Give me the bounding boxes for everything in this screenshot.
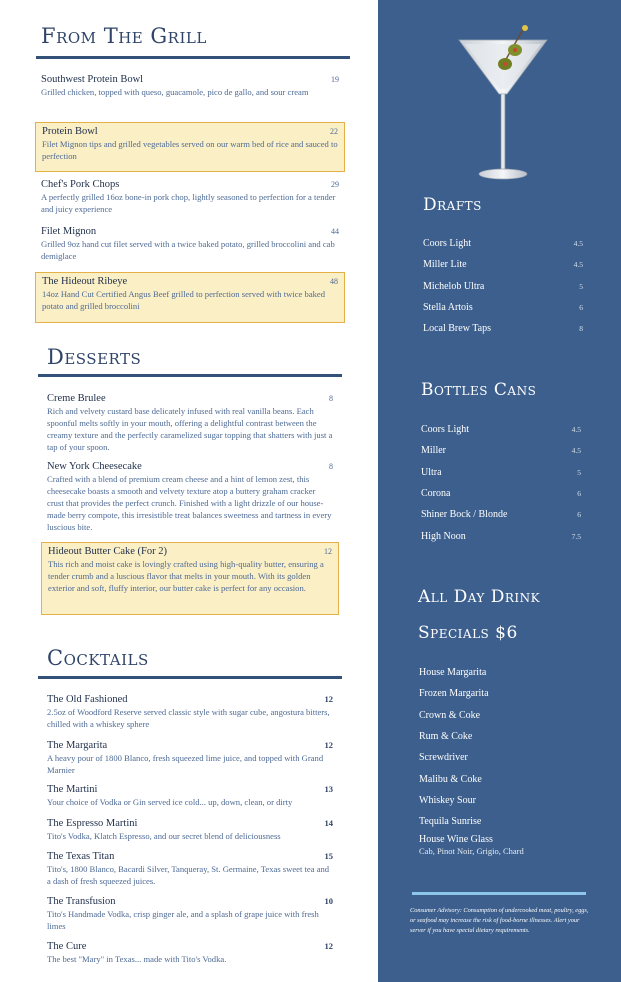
list-item: House Margarita (419, 667, 487, 679)
list-item: Shiner Bock / Blonde 6 (421, 509, 581, 521)
list-item: Miller Lite 4.5 (423, 259, 583, 271)
list-item: Crown & Coke (419, 709, 481, 721)
drafts-section-title: Drafts (423, 195, 482, 215)
dessert-item: New York Cheesecake 8 Crafted with a blend of premium cream cheese and a hint of lemon zest, this cheesecake boasts a smooth and velvety texture atop a buttery graham cracker crust that provides the perfect crunch. Finished with a light drizzle of our house-made berry compote, this irresistible treat balances sweetness and tartness in every luscious bite. (47, 461, 333, 532)
specials-list (419, 662, 599, 856)
cocktails-section-title: Cocktails (47, 646, 149, 670)
grill-divider (36, 56, 350, 59)
list-item: Ultra 5 (421, 466, 581, 478)
list-item: Stella Artois 6 (423, 302, 583, 314)
drafts-list (423, 233, 583, 339)
list-item: Michelob Ultra 5 (423, 280, 583, 292)
martini-glass-icon (453, 22, 553, 187)
cocktail-item: The Martini 13 Your choice of Vodka or Gin served ice cold... up, down, clean, or dirty (47, 784, 333, 807)
dessert-item-featured: Hideout Butter Cake (For 2) 12 This rich and moist cake is lovingly crafted using high-quality butter, ensuring a tender crumb and a luscious flavor that melts in your mouth. With its golden exterior and soft, fluffy interior, our butter cake is perfect for any occasion. (41, 542, 339, 615)
grill-item-featured: Protein Bowl 22 Filet Mignon tips and grilled vegetables served on our warm bed of rice and sauced to perfection (35, 122, 345, 172)
list-item: Malibu & Coke (419, 773, 482, 785)
list-item: Frozen Margarita (419, 688, 489, 700)
list-item: Miller 4.5 (421, 445, 581, 457)
list-item: Whiskey Sour (419, 794, 476, 806)
list-item: Local Brew Taps 8 (423, 323, 583, 335)
list-item: Tequila Sunrise (419, 816, 482, 828)
list-item: Rum & Coke (419, 731, 473, 743)
cocktail-item: The Margarita 12 A heavy pour of 1800 Blanco, fresh squeezed lime juice, and topped with Grand Marnier (47, 740, 333, 775)
grill-item: Southwest Protein Bowl 19 Grilled chicken, topped with queso, guacamole, pico de gallo, and sour cream (41, 74, 339, 97)
advisory-divider (412, 892, 586, 895)
list-item: Screwdriver (419, 752, 468, 764)
bottles-list (421, 419, 581, 547)
consumer-advisory: Consumer Advisory: Consumption of undercooked meat, poultry, eggs, or seafood may increase the risk of food-borne illnesses. Alert your server if you have special dietary requirements. (410, 907, 589, 934)
specials-title-line1: All Day Drink (418, 587, 541, 607)
cocktail-item: The Old Fashioned 12 2.5oz of Woodford Reserve served classic style with sugar cube, angostura bitters, chilled with a whiskey sphere (47, 694, 333, 729)
wine-note: Cab, Pinot Noir, Grigio, Chard (419, 846, 524, 857)
grill-item: Filet Mignon 44 Grilled 9oz hand cut filet served with a twice baked potato, grilled broccolini and cab demiglace (41, 226, 339, 261)
list-item: House Wine Glass (419, 833, 493, 845)
cocktail-item: The Cure 12 The best "Mary" in Texas... made with Tito's Vodka. (47, 941, 333, 964)
desserts-section-title: Desserts (47, 345, 142, 369)
specials-title-line2: Specials $6 (418, 623, 518, 643)
cocktail-item: The Texas Titan 15 Tito's, 1800 Blanco, Bacardi Silver, Tanqueray, St. Germaine, Texas sweet tea and a dash of fresh squeezed juices. (47, 851, 333, 886)
cocktail-item: The Transfusion 10 Tito's Handmade Vodka, crisp ginger ale, and a splash of grape juice with fresh limes (47, 896, 333, 931)
list-item: Coors Light 4.5 (421, 424, 581, 436)
grill-item: Chef's Pork Chops 29 A perfectly grilled 16oz bone-in pork chop, lightly seasoned to perfection for a tender and juicy experience (41, 179, 339, 214)
desserts-divider (38, 374, 342, 377)
cocktail-item: The Espresso Martini 14 Tito's Vodka, Klatch Espresso, and our secret blend of deliciousness (47, 818, 333, 841)
dessert-item: Creme Brulee 8 Rich and velvety custard base delicately infused with real vanilla beans. Each spoonful melts softly in your mouth, offering a delightful contrast between the creamy texture and the perfectly caramelized sugar topping that shatters with just a tap of your spoon. (47, 393, 333, 452)
grill-item-featured: The Hideout Ribeye 48 14oz Hand Cut Certified Angus Beef grilled to perfection served with twice baked potato and grilled broccolini (35, 272, 345, 323)
list-item: Coors Light 4.5 (423, 238, 583, 250)
list-item: Corona 6 (421, 488, 581, 500)
menu-drinks-panel (378, 0, 621, 982)
bottles-section-title: Bottles Cans (421, 380, 537, 400)
grill-section-title: From The Grill (41, 24, 207, 48)
list-item: High Noon 7.5 (421, 530, 581, 542)
cocktails-divider (38, 676, 342, 679)
